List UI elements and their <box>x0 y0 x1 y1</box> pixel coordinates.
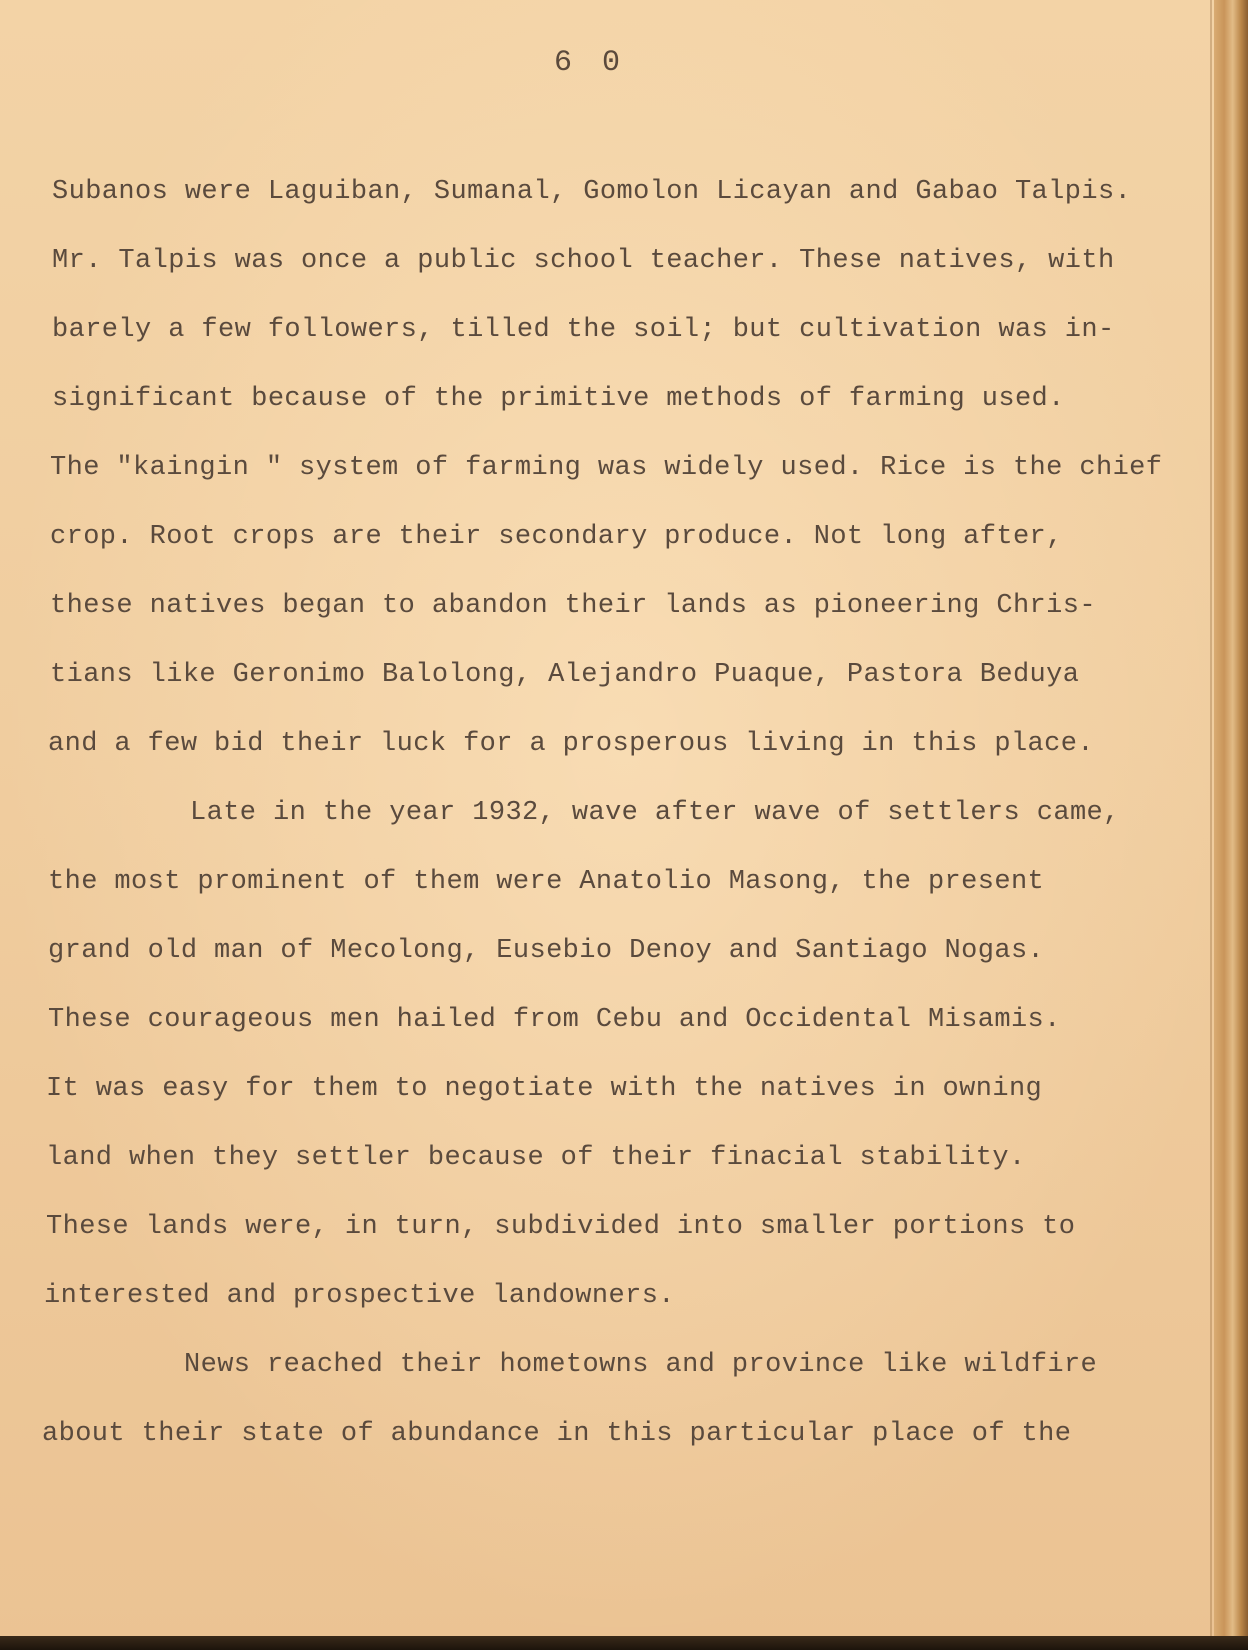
text-line: tians like Geronimo Balolong, Alejandro Puaque, Pastora Beduya <box>50 660 1080 690</box>
text-line: significant because of the primitive methods of farming used. <box>52 384 1065 414</box>
text-line: land when they settler because of their finacial stability. <box>46 1143 1026 1173</box>
text-line: interested and prospective landowners. <box>44 1281 675 1311</box>
page-number: 6 0 <box>553 46 626 80</box>
paragraph-start-line: Late in the year 1932, wave after wave of settlers came, <box>190 798 1120 828</box>
text-line: These courageous men hailed from Cebu and Occidental Misamis. <box>48 1005 1061 1035</box>
text-line: It was easy for them to negotiate with the natives in owning <box>46 1074 1043 1104</box>
text-line: Subanos were Laguiban, Sumanal, Gomolon Licayan and Gabao Talpis. <box>52 177 1132 207</box>
page-edge <box>1214 0 1248 1650</box>
page-edge-shadow <box>1210 0 1212 1650</box>
text-line: the most prominent of them were Anatolio Masong, the present <box>48 867 1045 897</box>
text-line: grand old man of Mecolong, Eusebio Denoy and Santiago Nogas. <box>48 936 1045 966</box>
text-line: these natives began to abandon their lands as pioneering Chris- <box>50 591 1096 621</box>
text-line: Mr. Talpis was once a public school teacher. These natives, with <box>52 246 1115 276</box>
paragraph-start-line: News reached their hometowns and province like wildfire <box>184 1350 1098 1380</box>
text-line: The "kaingin " system of farming was widely used. Rice is the chief <box>50 453 1163 483</box>
text-line: These lands were, in turn, subdivided into smaller portions to <box>46 1212 1076 1242</box>
text-line: and a few bid their luck for a prosperous living in this place. <box>48 729 1094 759</box>
text-line: crop. Root crops are their secondary produce. Not long after, <box>50 522 1063 552</box>
text-line: about their state of abundance in this particular place of the <box>42 1419 1072 1449</box>
text-line: barely a few followers, tilled the soil; but cultivation was in- <box>52 315 1115 345</box>
bottom-border <box>0 1636 1248 1650</box>
